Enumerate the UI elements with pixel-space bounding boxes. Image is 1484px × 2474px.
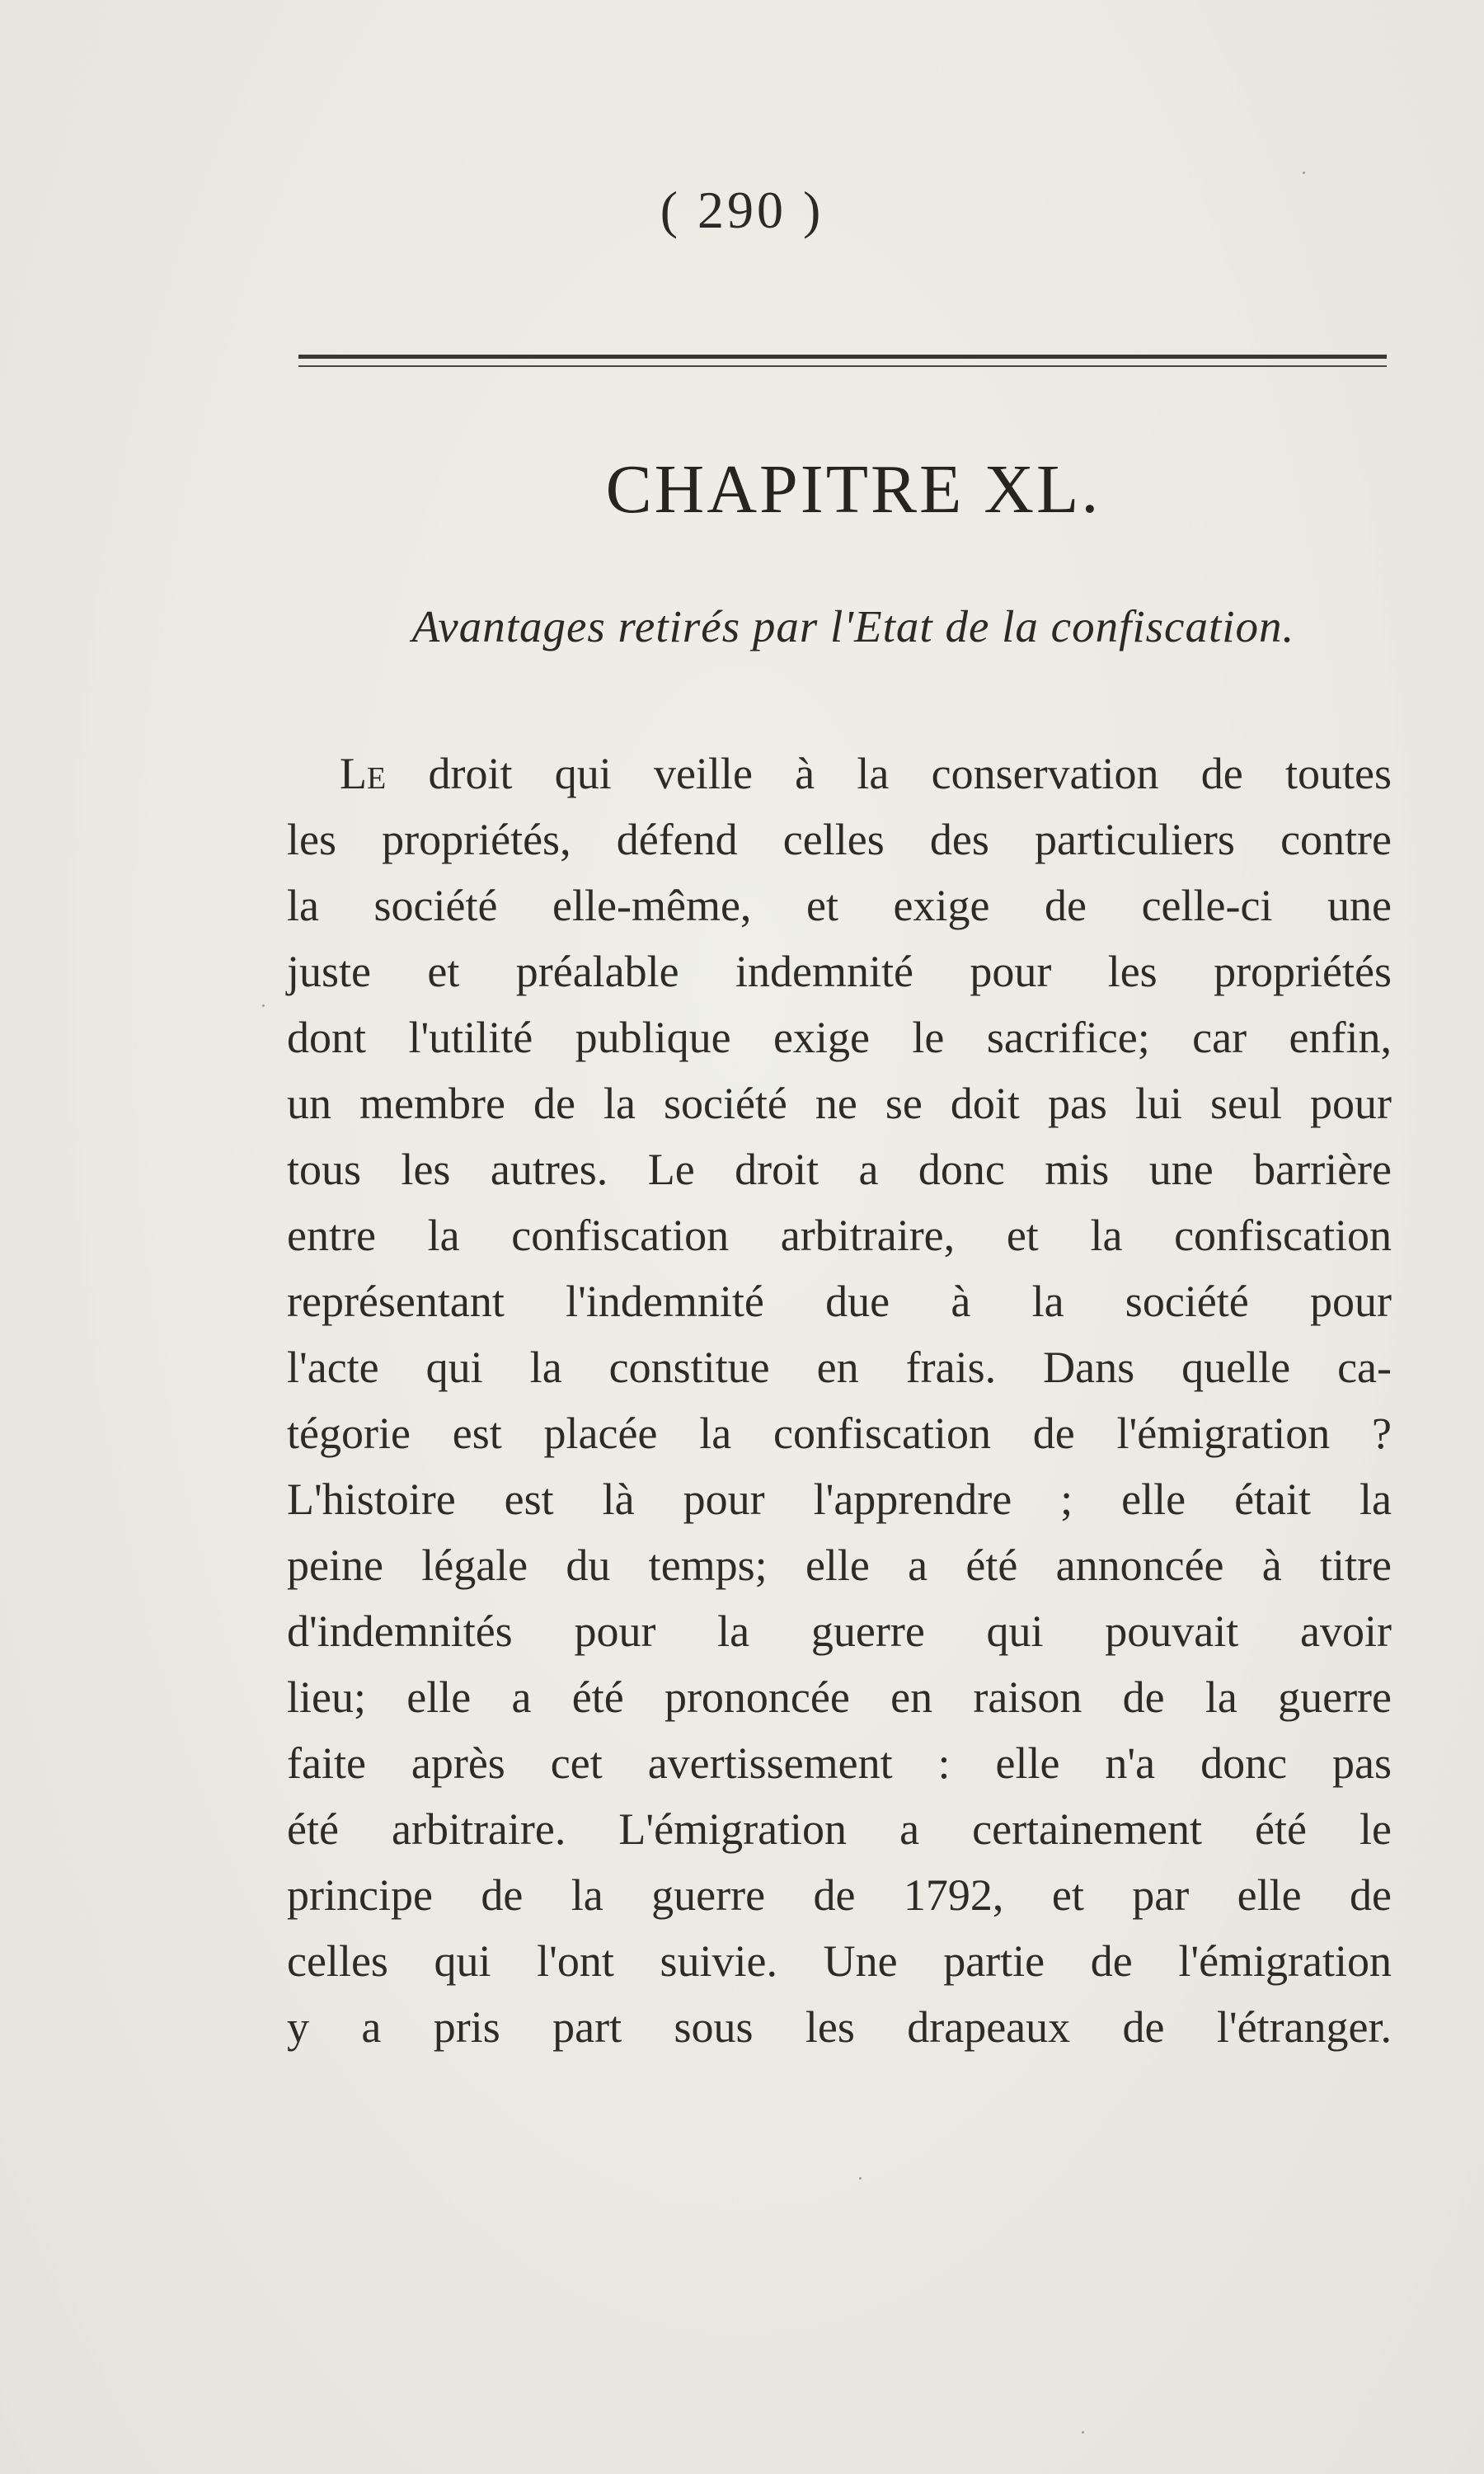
dropcap-word: Le [340,749,387,798]
text-line-rest: droit qui veille à la conservation de toutes [386,749,1392,798]
text-line: faite après cet avertissement : elle n'a donc pas [287,1738,1392,1788]
text-line: d'indemnités pour la guerre qui pouvait avoir [287,1606,1392,1656]
paper-speck [262,1004,265,1007]
paper-speck [1082,2431,1084,2434]
text-line: les propriétés, défend celles des particuliers contre [287,815,1392,864]
text-line: représentant l'indemnité due à la société pour [287,1277,1392,1326]
paper-speck [1303,172,1305,174]
text-line: un membre de la société ne se doit pas lui seul pour [287,1079,1392,1128]
header-rule-thick [298,355,1387,359]
paper-speck [859,2177,862,2180]
text-line: été arbitraire. L'émigration a certainement été le [287,1804,1392,1854]
text-line: dont l'utilité publique exige le sacrifice; car enfin, [287,1013,1392,1062]
text-line: la société elle-même, et exige de celle-ci une [287,881,1392,930]
text-line: y a pris part sous les drapeaux de l'étranger. [287,2002,1392,2052]
chapter-subtitle: Avantages retirés par l'Etat de la confiscation. [411,601,1295,651]
text-line: celles qui l'ont suivie. Une partie de l'émigration [287,1936,1392,1986]
chapter-title: CHAPITRE XL. [605,451,1101,528]
header-rule-thin [298,365,1387,367]
text-line: principe de la guerre de 1792, et par elle de [287,1870,1392,1920]
body-paragraph [287,741,1392,2060]
text-line: entre la confiscation arbitraire, et la confiscation [287,1211,1392,1260]
text-line: L'histoire est là pour l'apprendre ; elle était la [287,1475,1392,1524]
text-line [287,741,1392,807]
text-line: l'acte qui la constitue en frais. Dans quelle ca- [287,1343,1392,1392]
text-line: tous les autres. Le droit a donc mis une barrière [287,1145,1392,1194]
text-line: lieu; elle a été prononcée en raison de la guerre [287,1672,1392,1722]
text-line: tégorie est placée la confiscation de l'émigration ? [287,1409,1392,1458]
text-line: juste et préalable indemnité pour les propriétés [287,947,1392,996]
text-line: peine légale du temps; elle a été annoncée à titre [287,1540,1392,1590]
page-number: ( 290 ) [660,181,824,239]
